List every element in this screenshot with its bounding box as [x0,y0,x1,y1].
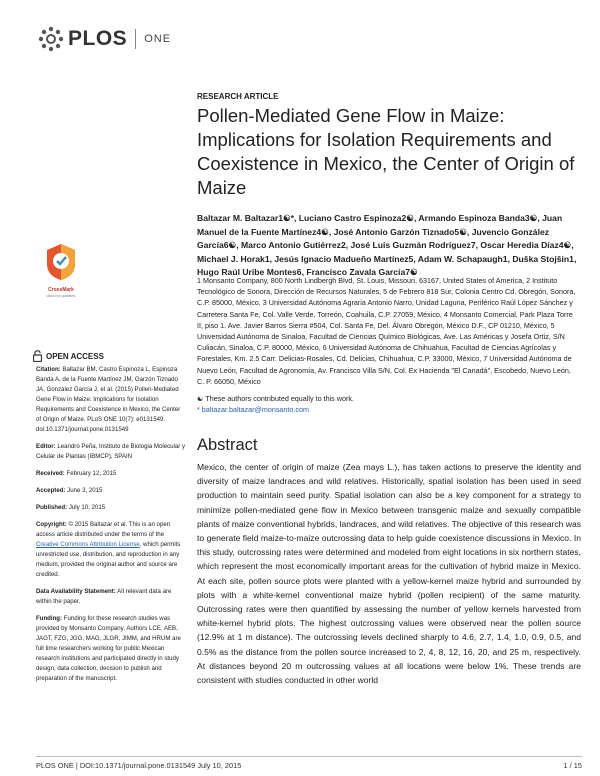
footer-citation: PLOS ONE | DOI:10.1371/journal.pone.0131549 July 10, 2015 [36,761,242,770]
brand-name: PLOS [68,27,128,50]
journal-name: ONE [144,33,172,45]
crossmark-sublabel: click for updates [46,293,76,298]
author-notes [197,394,577,415]
data-availability-label: Data Availability Statement: [36,588,116,595]
accepted-label: Accepted: [36,487,66,494]
copyright [36,520,186,580]
published-label: Published: [36,504,68,511]
citation-text: Baltazar BM, Castro Espinoza L, Espinoza Banda A, de la Fuente Martínez JM, Garzón Tiznado JA, González García J, et al. (2015) Pollen-Mediated Gene Flow in Maize: Implications for Isolation Requirements and Coexistence in Mexico, the Center of Origin of Maize. PLoS ONE 10(7): e0131549. doi:10.1371/journal.pone.0131549 [36,366,181,433]
plos-one-logo[interactable] [38,26,171,52]
abstract-heading: Abstract [197,436,258,454]
data-availability [36,587,186,607]
accepted-value: June 3, 2015 [67,487,103,494]
crossmark-label: CrossMark [48,287,74,293]
data-availability-text: All relevant data are within the paper. [36,588,172,605]
logo-divider [135,29,136,49]
editor-label: Editor: [36,443,56,450]
funding-text: Funding for these research studies was provided by Monsanto Company. Authors LCE, AEB, JAGT, FZG, JGG, MAG, JLGR, JIMM, and HRUM are full time researchers working for public Mexican research institutions and participated directly in study design, data collection, decision to publish and preparation of the manuscript. [36,615,181,682]
article-metadata-sidebar [36,365,186,691]
copyright-text-end: , which permits unrestricted use, distribution, and reproduction in any medium, provided the original author and source are credited. [36,541,181,578]
editor-text: Leandro Peña, Instituto de Biologia Molecular y Celular de Plantas (IBMCP), SPAIN [36,443,186,460]
page-number: 1 / 15 [563,761,582,770]
crossmark-badge[interactable] [36,242,86,298]
received-date [36,469,186,479]
article-title: Pollen-Mediated Gene Flow in Maize: Implications for Isolation Requirements and Coexistence in Mexico, the Center of Origin of Maize [197,105,575,198]
copyright-label: Copyright: [36,521,67,528]
received-label: Received: [36,470,65,477]
received-value: February 12, 2015 [66,470,117,477]
abstract-text: Mexico, the center of origin of maize (Zea mays L.), has taken actions to preserve the identity and diversity of maize landraces and wild relatives. Historically, spatial isolation has been used in seed production to maintain seed purity. Spatial isolation can also be a key component for a strategy to minimize pollen-mediated gene flow in Mexico between transgenic maize and sexually compatible plants of maize conventional hybrids, landraces, and wild relatives. The objective of this research was to generate field maize-to-maize outcrossing data to help guide coexistence discussions in Mexico. In this study, outcrossing rates were determined and modeled from eight locations in six northern states, which represent the most economically important areas for the cultivation of hybrid maize in Mexico. At each site, pollen source plots were planted with a yellow-kernel maize hybrid and surrounded by plots with a white-kernel conventional maize hybrid (pollen recipient) of the same maturity. Outcrossing rates were then quantified by assessing the number of yellow kernels harvested from white-kernel hybrid plots. The highest outcrossing values were observed near the pollen source (12.9% at 1 m distance). The outcrossing levels declined sharply to 4.6, 2.7, 1.4, 1.0, 0.9, 0.5, and 0.5% as the distance from the pollen source increased to 2, 4, 8, 12, 16, 20, and 25 m, respectively. At distances beyond 20 m outcrossing values at all locations were below 1%. These trends are consistent with studies conducted in other world [197,462,581,686]
funding-label: Funding: [36,615,63,622]
open-access-badge [33,350,104,362]
equal-contribution-note: ☯ These authors contributed equally to this work. [197,394,354,403]
affiliations: 1 Monsanto Company, 800 North Lindbergh Blvd, St. Louis, Missouri, 63167, United States of America, 2 Instituto Tecnológico de Sonora, Dirección de Recursos Naturales, 5 de Febrero 818 Sur, Colonia Centro Cd. Obregón, Sonora, C.P. 85000, México, 3 Universidad Autónoma Agraria Antonio Narro, Unidad Laguna, Periférico Raúl López Sánchez y Carretera Santa Fe, Col. Valle Verde, Torreón, Coahuila, C.P. 27059, México, 4 Monsanto Comercial, Park Plaza Torre II, piso 1. Ave. Javier Barros Sierra #504, Col. Santa Fe, Del. Álvaro Obregón, México D.F., CP 01210, México, 5 Universidad Autónoma de Sinaloa, Facultad de Ciencias Químico Biológicas, Ave. Las Américas y Josefa Ortiz, S/N Culiacán, Sinaloa, C.P. 80000, México, 6 Universidad Autónoma de Chihuahua, Facultad de Ciencias Agrícolas y Forestales, Km. 2.5 Carr. Delicias-Rosales, Cd. Delicias, Chihuahua, C.P. 33000, México, 7 Universidad Autónoma de Nuevo León, Facultad de Agronomía, Av. Francisco Villa S/N, Col. Ex Hacienda "El Canadá", Escobedo, Nuevo León, C. P. 66050, México [197,276,576,386]
crossmark-icon [44,242,78,282]
open-lock-icon [33,350,42,362]
plos-logo-icon [38,26,64,52]
author-list: Baltazar M. Baltazar1☯*, Luciano Castro Espinoza2☯, Armando Espinoza Banda3☯, Juan Manuel de la Fuente Martínez4☯, José Antonio Garzón Tiznado5☯, Juvencio González García6☯, Marco Antonio Gutiérrez2, José Luis Guzmán Rodríguez7, Oscar Heredia Díaz4☯, Michael J. Horak1, Jesús Ignacio Madueño Martínez5, Adam W. Schapaugh1, Duška Stojšin1, Hugo Raúl Uribe Montes6, Francisco Zavala García7☯ [197,213,577,278]
copyright-text: © 2015 Baltazar et al. This is an open access article distributed under the terms of the [36,521,171,538]
footer-divider [36,756,582,757]
published-date [36,503,186,513]
citation [36,365,186,435]
corresponding-email[interactable]: * baltazar.baltazar@monsanto.com [197,404,309,414]
accepted-date [36,486,186,496]
article-type: RESEARCH ARTICLE [197,92,279,101]
open-access-label: OPEN ACCESS [46,351,104,361]
funding [36,614,186,684]
published-value: July 10, 2015 [68,504,106,511]
license-link[interactable]: Creative Commons Attribution License [36,541,140,548]
editor [36,442,186,462]
citation-label: Citation: [36,366,61,373]
